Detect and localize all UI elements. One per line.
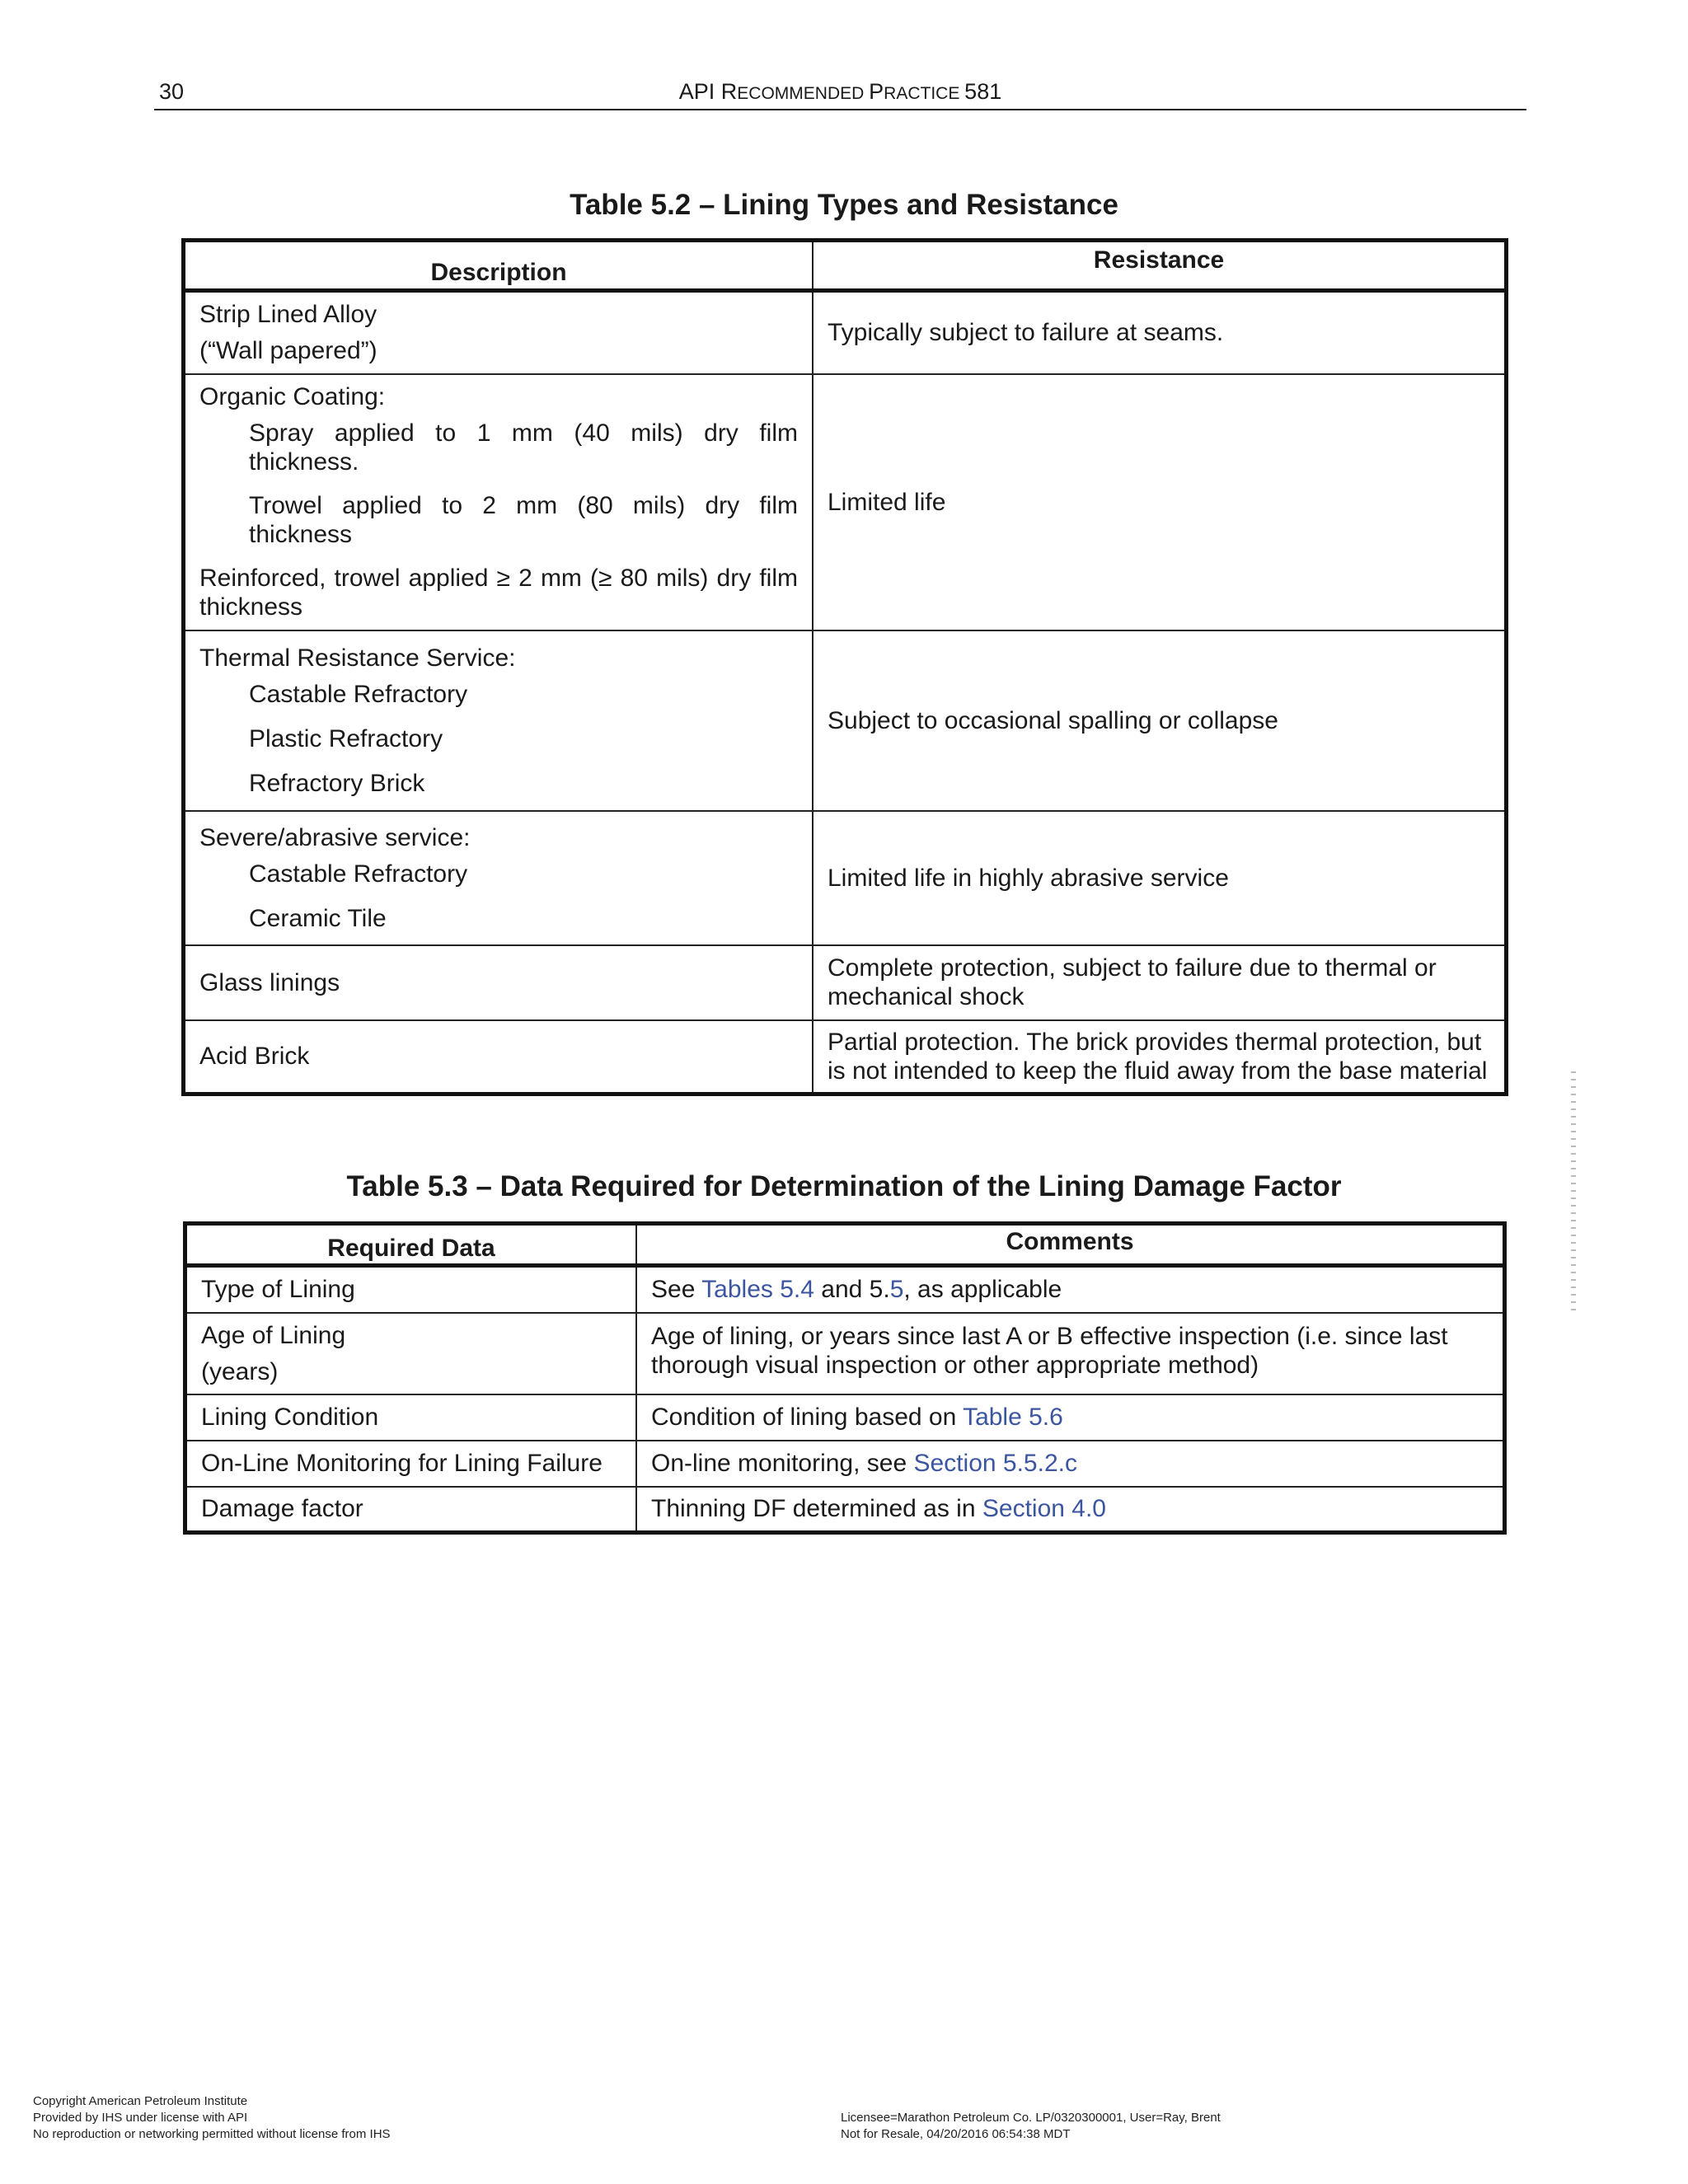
required-data-line: (years) [201, 1357, 279, 1385]
table-row [185, 1487, 1505, 1533]
footer-line: Copyright American Petroleum Institute [33, 2094, 248, 2108]
comment-text: On-line monitoring, see [651, 1450, 914, 1477]
description-item: Trowel applied to 2 mm (80 mils) dry film thickness [249, 492, 798, 548]
footer-copyright [33, 2093, 391, 2143]
description-item: Spray applied to 1 mm (40 mils) dry film thickness. [249, 419, 798, 476]
running-title [154, 79, 1526, 105]
footer-line: Not for Resale, 04/20/2016 06:54:38 MDT [841, 2127, 1071, 2141]
running-title-r: R [720, 79, 738, 104]
resistance-cell: Typically subject to failure at seams. [813, 291, 1507, 374]
comment-text: Condition of lining based on [651, 1404, 964, 1431]
table-row [184, 1020, 1507, 1094]
table-row [184, 291, 1507, 374]
required-data-line: Age of Lining [201, 1321, 346, 1349]
table-row [185, 1266, 1505, 1313]
description-item: Reinforced, trowel applied ≥ 2 mm (≥ 80 mils) dry film thickness [199, 565, 798, 621]
comment-text: Thinning DF determined as in [651, 1495, 982, 1523]
description-item: Castable Refractory [249, 680, 468, 708]
comment-text: See [651, 1276, 702, 1304]
resistance-cell: Complete protection, subject to failure due to thermal or mechanical shock [813, 945, 1507, 1020]
column-header-resistance: Resistance [813, 241, 1507, 291]
running-title-ractice: RACTICE [884, 84, 965, 103]
table-5-3 [183, 1221, 1507, 1535]
required-data-cell: On-Line Monitoring for Lining Failure [185, 1441, 637, 1487]
comments-cell [636, 1441, 1505, 1487]
description-cell: Acid Brick [184, 1020, 814, 1094]
running-title-api: API [678, 79, 721, 104]
description-cell [184, 811, 814, 945]
table-row [185, 1394, 1505, 1441]
section-5-5-2-c-link[interactable]: Section 5.5.2.c [913, 1450, 1077, 1477]
description-item: Plastic Refractory [249, 724, 443, 752]
description-item: Refractory Brick [249, 769, 425, 797]
description-cell [184, 374, 814, 630]
table-header-row [185, 1224, 1505, 1266]
comments-cell [636, 1266, 1505, 1313]
comment-text: , as applicable [903, 1276, 1062, 1304]
page-number: 30 [159, 79, 185, 104]
description-heading: Severe/abrasive service: [199, 823, 471, 851]
description-cell: Glass linings [184, 945, 814, 1020]
table-row [184, 811, 1507, 945]
description-line: Strip Lined Alloy [199, 301, 377, 329]
description-heading: Organic Coating: [199, 383, 386, 410]
footer-line: Licensee=Marathon Petroleum Co. LP/0320300001, User=Ray, Brent [841, 2111, 1221, 2125]
table-5-2 [181, 238, 1508, 1096]
table-row [185, 1313, 1505, 1394]
description-heading: Thermal Resistance Service: [199, 644, 516, 672]
table-5-5-link[interactable]: 5 [889, 1276, 904, 1304]
margin-watermark-mark [1571, 1071, 1576, 1310]
column-header-comments: Comments [636, 1224, 1505, 1266]
comments-cell [636, 1487, 1505, 1533]
column-header-required-data: Required Data [185, 1224, 637, 1266]
resistance-cell: Partial protection. The brick provides thermal protection, but is not intended to keep the fluid away from the base material [813, 1020, 1507, 1094]
table-row [184, 945, 1507, 1020]
footer-line: Provided by IHS under license with API [33, 2111, 248, 2125]
section-4-0-link[interactable]: Section 4.0 [982, 1495, 1106, 1523]
comments-cell: Age of lining, or years since last A or B effective inspection (i.e. since last thorough visual inspection or other appropriate method) [636, 1313, 1505, 1394]
required-data-cell: Damage factor [185, 1487, 637, 1533]
running-title-ecommended: ECOMMENDED [737, 84, 870, 103]
footer-licensee [841, 2110, 1221, 2143]
column-header-description: Description [184, 241, 814, 291]
required-data-cell [185, 1313, 637, 1394]
description-item: Castable Refractory [249, 860, 468, 888]
comment-text: and 5. [814, 1276, 890, 1304]
running-title-p: P [869, 79, 884, 104]
comments-cell [636, 1394, 1505, 1441]
description-line: (“Wall papered”) [199, 337, 377, 365]
table-5-3-title: Table 5.3 – Data Required for Determination of the Lining Damage Factor [346, 1170, 1342, 1202]
resistance-cell: Subject to occasional spalling or collapse [813, 630, 1507, 811]
required-data-cell: Type of Lining [185, 1266, 637, 1313]
description-cell [184, 291, 814, 374]
tables-5-4-link[interactable]: Tables 5.4 [701, 1276, 814, 1304]
required-data-cell: Lining Condition [185, 1394, 637, 1441]
description-cell [184, 630, 814, 811]
table-5-6-link[interactable]: Table 5.6 [963, 1404, 1063, 1431]
resistance-cell: Limited life in highly abrasive service [813, 811, 1507, 945]
page-header [154, 77, 1526, 110]
resistance-cell: Limited life [813, 374, 1507, 630]
table-header-row [184, 241, 1507, 291]
table-5-2-title: Table 5.2 – Lining Types and Resistance [570, 189, 1118, 221]
table-row [184, 630, 1507, 811]
running-title-number: 581 [964, 79, 1002, 104]
table-row [184, 374, 1507, 630]
footer-line: No reproduction or networking permitted without license from IHS [33, 2127, 391, 2141]
description-item: Ceramic Tile [249, 904, 387, 932]
table-row [185, 1441, 1505, 1487]
